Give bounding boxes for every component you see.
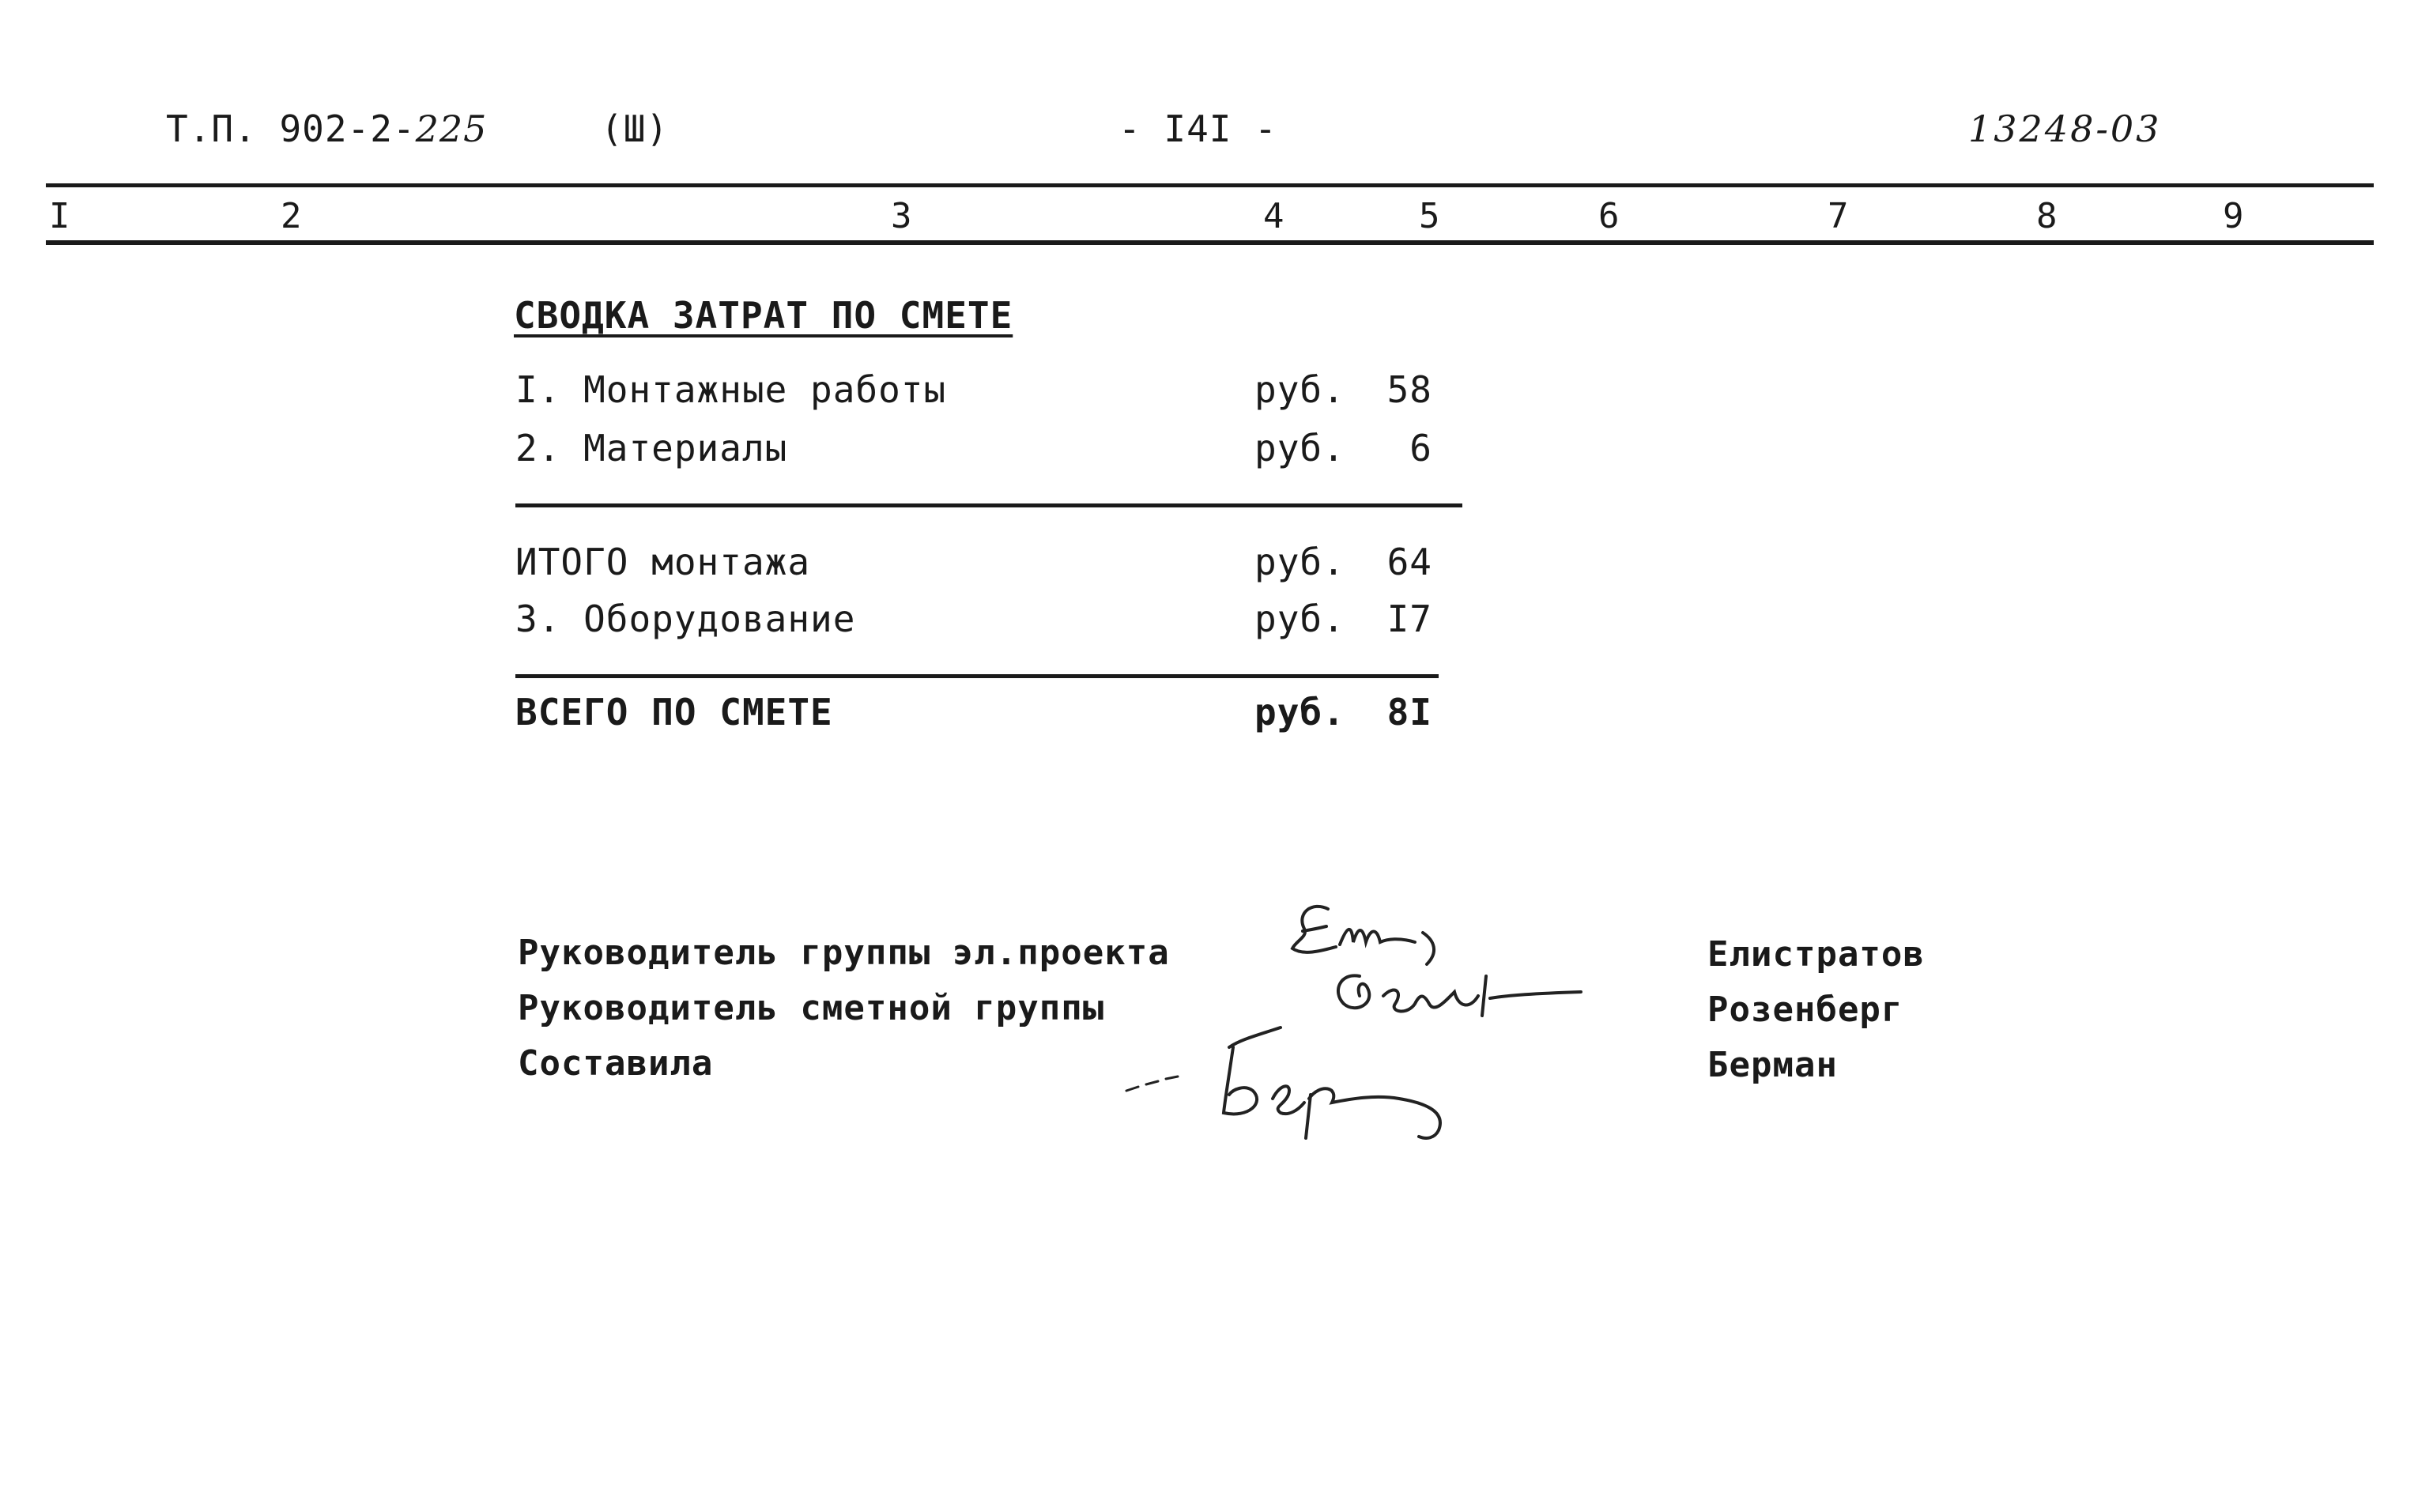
document-number: 13248-03: [1968, 107, 2162, 150]
row-value: 64: [1386, 541, 1432, 583]
column-number: 3: [891, 196, 912, 236]
row-label: ВСЕГО ПО СМЕТЕ: [515, 691, 833, 733]
summary-row: [515, 427, 1543, 474]
signature-role: Руководитель группы эл.проекта: [518, 933, 1170, 973]
volume-label: (Ш): [601, 107, 670, 150]
column-number: I: [49, 196, 70, 236]
row-label: I. Монтажные работы: [515, 368, 947, 411]
column-number: 9: [2223, 196, 2244, 236]
row-unit: руб.: [1254, 691, 1345, 733]
signature-role: Составила: [518, 1043, 714, 1084]
summary-row: [515, 368, 1543, 416]
column-number: 2: [281, 196, 302, 236]
project-code-handwritten: 225: [415, 107, 488, 150]
column-number: 6: [1598, 196, 1620, 236]
row-unit: руб.: [1254, 541, 1345, 583]
row-unit: руб.: [1254, 427, 1345, 469]
summary-row-total: [515, 691, 1543, 738]
signatory-name: Розенберг: [1707, 990, 1903, 1030]
row-unit: руб.: [1254, 598, 1345, 640]
row-label: 2. Материалы: [515, 427, 788, 469]
column-number: 8: [2036, 196, 2058, 236]
total-rule: [515, 674, 1439, 678]
column-number: 7: [1828, 196, 1849, 236]
row-label: 3. Оборудование: [515, 598, 856, 640]
signatory-name: Елистратов: [1707, 934, 1925, 975]
handwritten-signature: [1122, 1020, 1470, 1146]
project-code-prefix: Т.П. 902-2-: [166, 107, 416, 150]
summary-title: СВОДКА ЗАТРАТ ПО СМЕТЕ: [514, 294, 1013, 337]
row-value: 58: [1386, 368, 1432, 411]
project-code: [166, 107, 487, 150]
column-number: 5: [1419, 196, 1440, 236]
page-number: - I4I -: [1118, 107, 1277, 150]
header-bottom-rule: [46, 240, 2374, 245]
row-value: 8I: [1386, 691, 1432, 733]
signatory-name: Берман: [1707, 1045, 1838, 1085]
row-value: 6: [1409, 427, 1432, 469]
summary-row: [515, 598, 1543, 645]
row-unit: руб.: [1254, 368, 1345, 411]
row-label: ИТОГО монтажа: [515, 541, 811, 583]
column-number: 4: [1263, 196, 1284, 236]
subtotal-rule: [515, 503, 1462, 507]
header-top-rule: [46, 183, 2374, 187]
row-value: I7: [1386, 598, 1432, 640]
signature-role: Руководитель сметной группы: [518, 988, 1105, 1028]
summary-row: [515, 541, 1543, 588]
